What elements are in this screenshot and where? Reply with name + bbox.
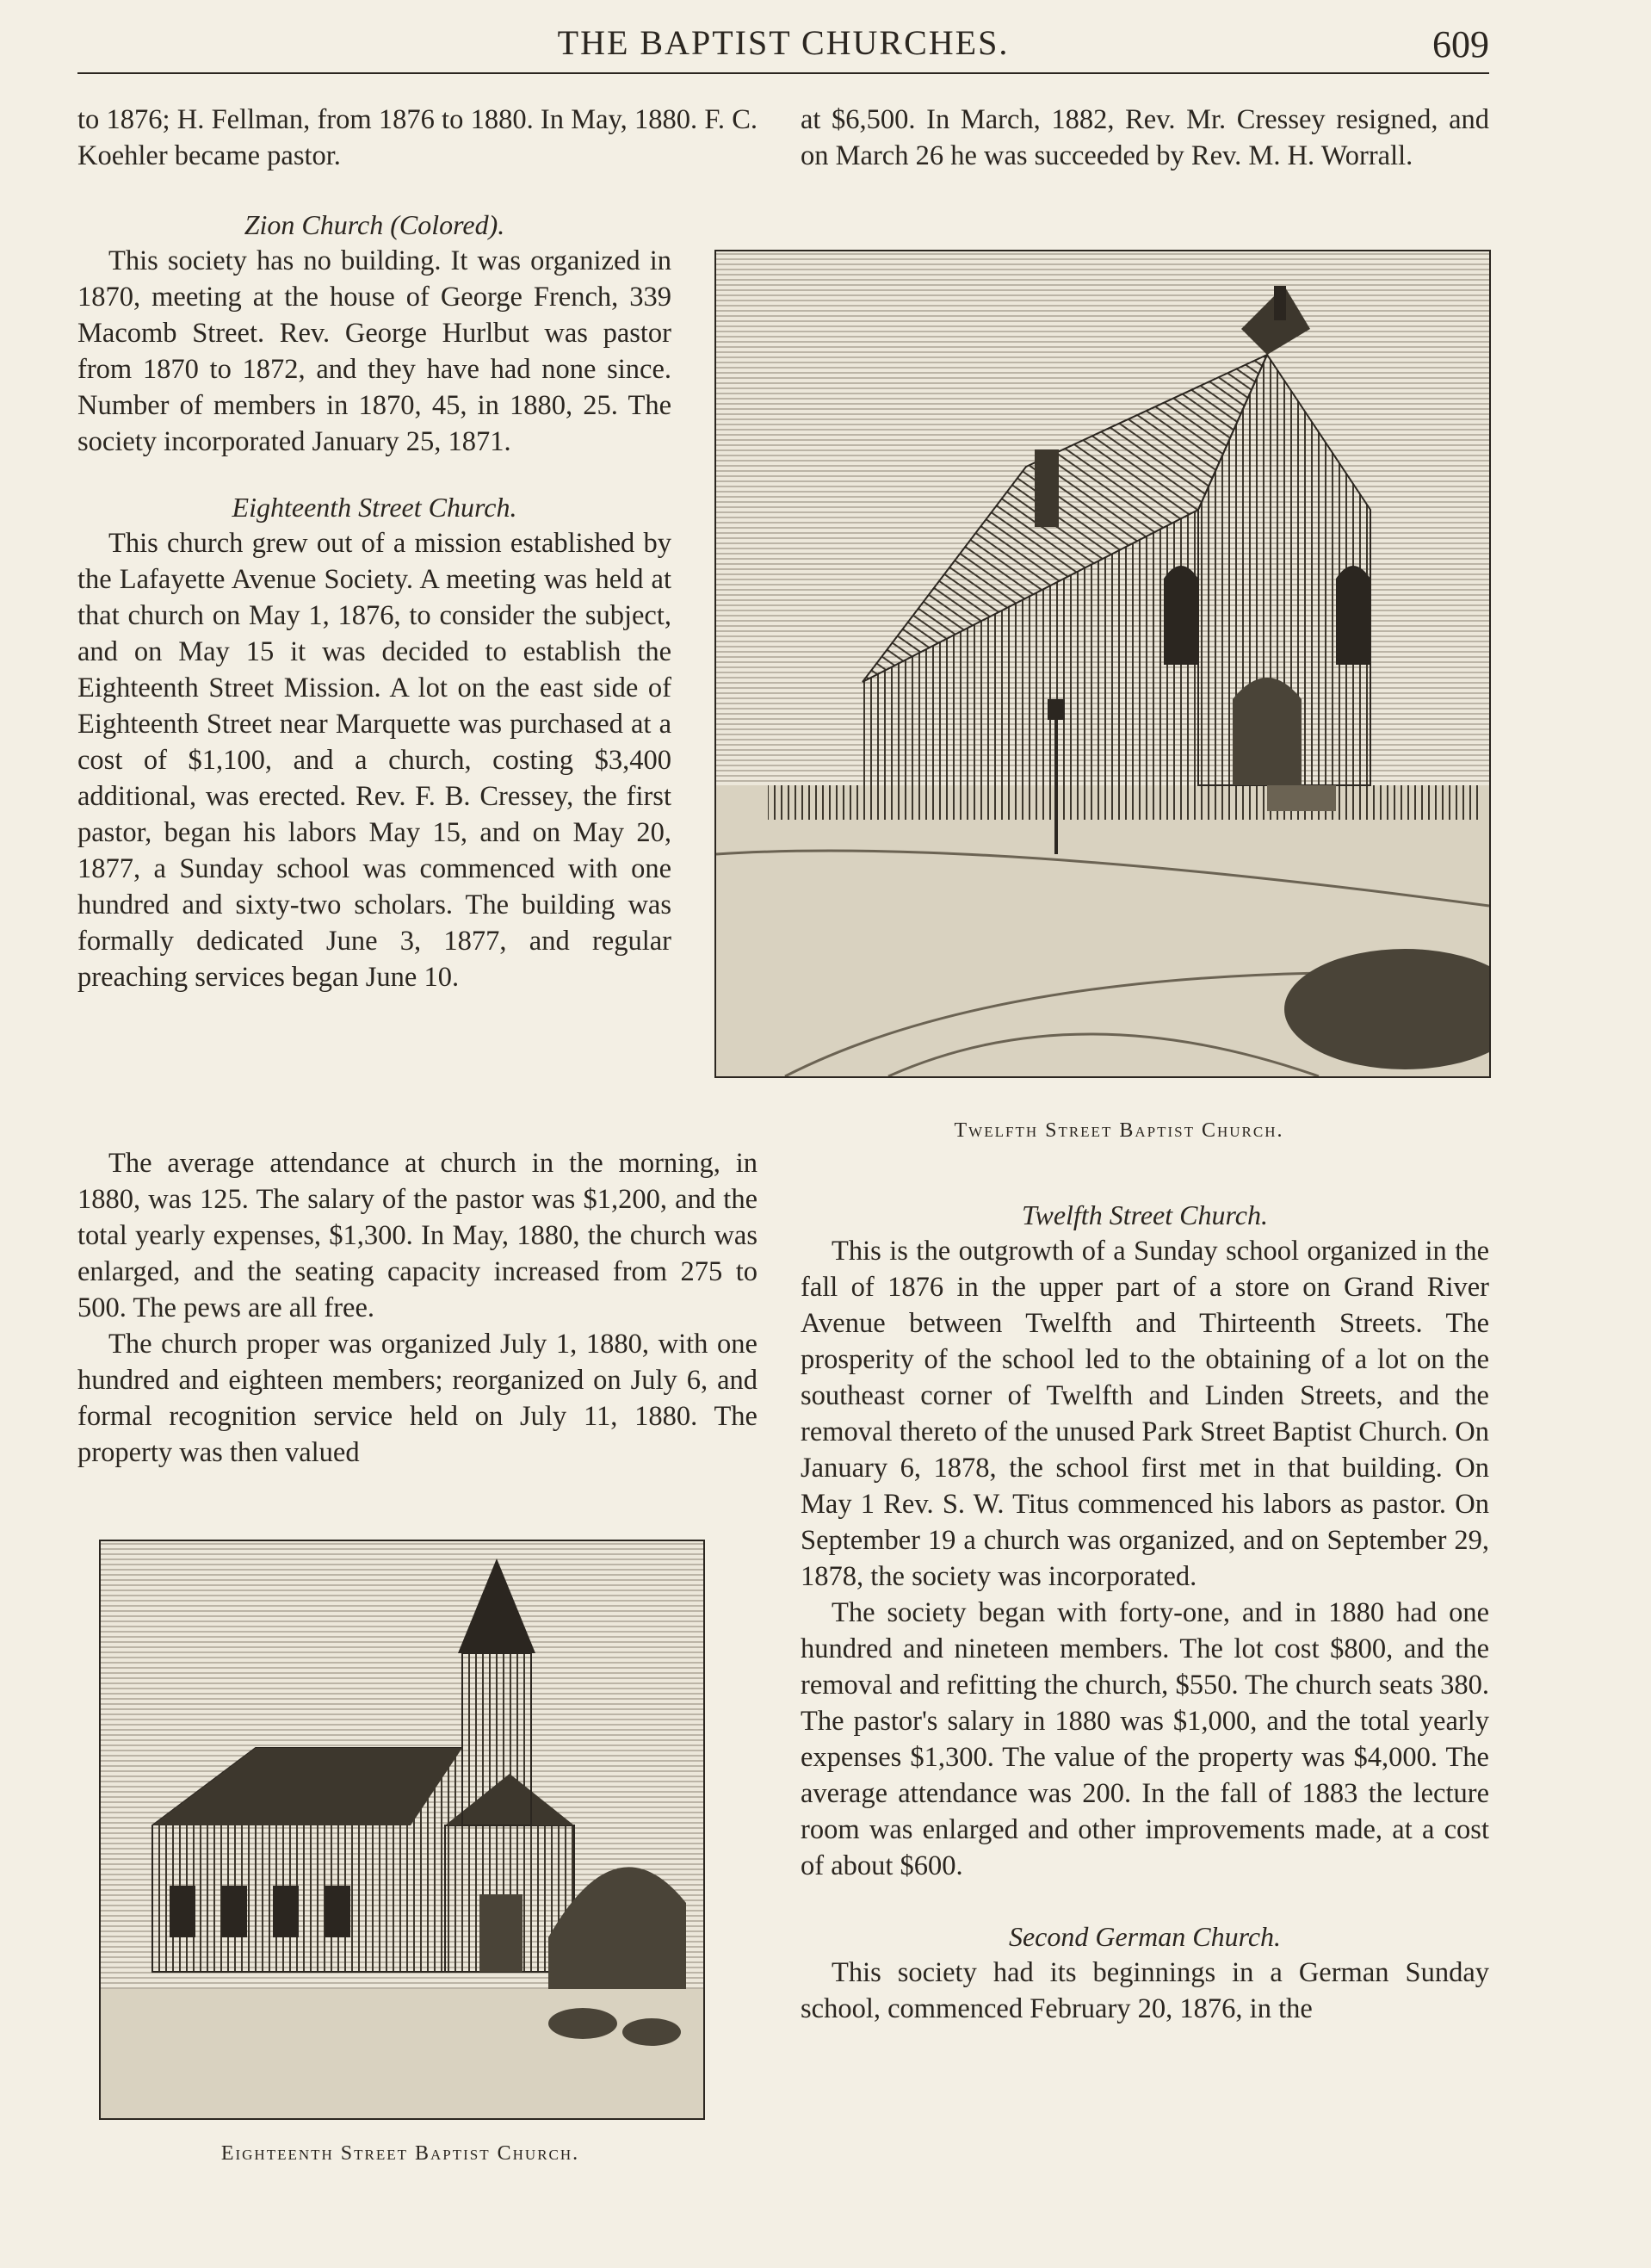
- zion-church-heading: Zion Church (Colored).: [244, 209, 505, 240]
- header-rule: [77, 72, 1489, 74]
- church-engraving-icon: [101, 1541, 703, 2118]
- continued-paragraph: at $6,500. In March, 1882, Rev. Mr. Cressey resigned, and on March 26 he was succeeded by Rev. M. H. Worrall.: [801, 104, 1489, 171]
- zion-church-paragraph: This society has no building. It was organized in 1870, meeting at the house of George French, 339 Macomb Street. Rev. George Hurlbut was pastor from 1870 to 1872, and they have had none since. Number of members in 1870, 45, in 1880, 25. The society incorporated January 25, 1871.: [77, 245, 671, 457]
- eighteenth-street-paragraph-2: The average attendance at church in the morning, in 1880, was 125. The salary of the pastor was $1,200, and the total yearly expenses, $1,300. In May, 1880, the church was enlarged, and the seating capacity increased from 275 to 500. The pews are all free.: [77, 1148, 757, 1323]
- second-german-heading: Second German Church.: [1008, 1921, 1282, 1952]
- right-column-lower-text: [801, 1197, 1489, 2027]
- church-engraving-icon: [716, 251, 1489, 1076]
- twelfth-street-heading: Twelfth Street Church.: [1022, 1199, 1268, 1230]
- left-wide-column: [77, 1145, 757, 1471]
- running-title: THE BAPTIST CHURCHES.: [557, 23, 1010, 62]
- twelfth-street-paragraph-1: This is the outgrowth of a Sunday school organized in the fall of 1876 in the upper part of a store on Grand River Avenue between Twelfth and Thirteenth Streets. The prosperity of the school led to the obtaining of a lot on the southeast corner of Twelfth and Linden Streets, and the removal thereto of the unused Park Street Baptist Church. On January 6, 1878, the school first met in that building. On May 1 Rev. S. W. Titus commenced his labors as pastor. On September 19 a church was organized, and on September 29, 1878, the society was incorporated.: [801, 1236, 1489, 1592]
- eighteenth-street-heading: Eighteenth Street Church.: [232, 492, 517, 523]
- eighteenth-street-paragraph-1: This church grew out of a mission established by the Lafayette Avenue Society. A meeting was held at that church on May 1, 1876, to consider the subject, and on May 15 it was decided to establish the Eighteenth Street Mission. A lot on the east side of Eighteenth Street near Marquette was purchased at a cost of $1,100, and a church, costing $3,400 additional, was erected. Rev. F. B. Cressey, the first pastor, began his labors May 15, and on May 20, 1877, a Sunday school was commenced with one hundred and sixty-two scholars. The building was formally dedicated June 3, 1877, and regular preaching services began June 10.: [77, 528, 671, 993]
- eighteenth-street-church-illustration: [99, 1540, 705, 2120]
- left-narrow-column: [77, 207, 671, 995]
- left-column-text: [77, 102, 757, 174]
- intro-paragraph: to 1876; H. Fellman, from 1876 to 1880. In May, 1880. F. C. Koehler became pastor.: [77, 104, 757, 171]
- eighteenth-street-caption: Eighteenth Street Baptist Church.: [220, 2142, 580, 2165]
- twelfth-street-church-illustration: [714, 250, 1491, 1078]
- running-header: [77, 19, 1489, 71]
- right-column-top-text: [801, 102, 1489, 174]
- eighteenth-street-paragraph-3: The church proper was organized July 1, 1880, with one hundred and eighteen members; reorganized on July 6, and formal recognition service held on July 11, 1880. The property was then valued: [77, 1329, 757, 1468]
- second-german-paragraph: This society had its beginnings in a German Sunday school, commenced February 20, 1876, in the: [801, 1957, 1489, 2024]
- twelfth-street-paragraph-2: The society began with forty-one, and in 1880 had one hundred and nineteen members. The lot cost $800, and the removal and refitting the church, $550. The church seats 380. The pastor's salary in 1880 was $1,000, and the total yearly expenses $1,300. The value of the property was $4,000. The average attendance was 200. In the fall of 1883 the lecture room was enlarged and other improvements made, at a cost of about $600.: [801, 1597, 1489, 1881]
- twelfth-street-caption: Twelfth Street Baptist Church.: [954, 1119, 1284, 1142]
- page-number: 609: [1432, 23, 1489, 65]
